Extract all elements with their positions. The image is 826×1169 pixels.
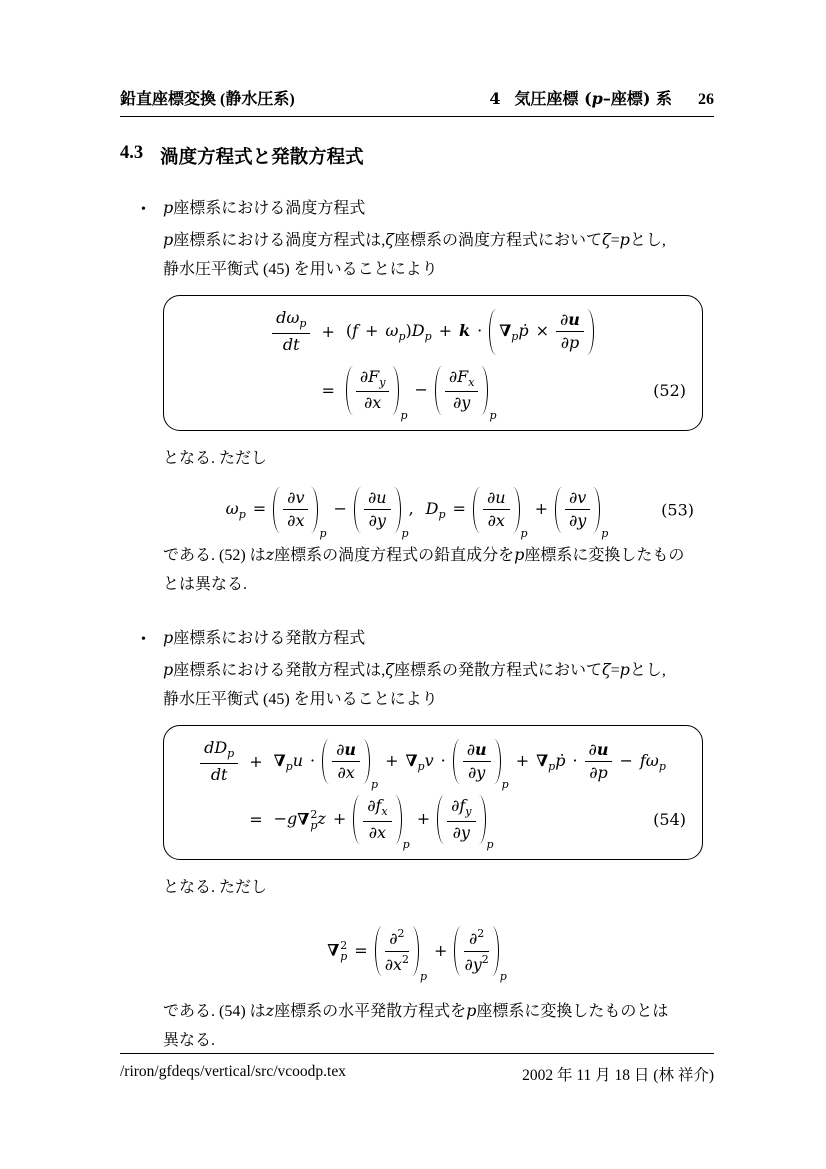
header-right (489, 86, 714, 109)
header-section-label: 4 気圧座標 (p–座標) 系 (489, 89, 672, 108)
page-number: 26 (698, 91, 714, 108)
equation-53-line (120, 487, 714, 540)
equation-52: $\frac{d\omega_p}{dt}$ + $(f + \omega_p)D_p + k$ · $\nabla_pṗ$ × $\frac{\partial u}{\partial p}$ = $\frac{\partial F_y}{\partial x}$ p − $\frac{\partial F_x}{\partial y}$ p (164, 309, 702, 415)
paragraph: となる. ただし (163, 449, 268, 467)
paragraph: である. (54) はz座標系の水平発散方程式をp座標系に変換したものとは 異なる. (163, 1001, 669, 1050)
equation-laplacian-line (120, 926, 714, 984)
equation-number-54: (54) (653, 810, 686, 830)
section-number: 4.3 (120, 143, 144, 163)
boxed-equation-54 (163, 725, 703, 861)
paragraph: p座標系における発散方程式は,ζ座標系の発散方程式においてζ=pとし, 静水圧平衡式 (45) を用いることにより (163, 659, 666, 708)
list-item-heading (141, 195, 714, 218)
page-header (120, 86, 714, 109)
item-label: p座標系における発散方程式 (163, 627, 366, 647)
bullet-icon: • (141, 631, 146, 647)
list-item-vorticity-equation (120, 195, 714, 599)
item-label: p座標系における渦度方程式 (163, 198, 366, 217)
footer-file-path: /riron/gfdeqs/vertical/src/vcoodp.tex (120, 1063, 346, 1080)
list-item-heading (141, 625, 714, 648)
section-title: 渦度方程式と発散方程式 (160, 148, 364, 168)
paragraph: である. (52) はz座標系の渦度方程式の鉛直成分をp座標系に変換したもの とは異なる. (163, 544, 685, 593)
page-body (120, 86, 714, 1055)
footer-date-author: 2002 年 11 月 18 日 (林 祥介) (522, 1067, 714, 1084)
equation-number-53: (53) (661, 500, 694, 520)
equation-53: $\omega_p$ = $\frac{\partial v}{\partial x}$ p − $\frac{\partial u}{\partial y}$ p , $D_p$ = $\frac{\partial u}{\partial x}$ p + $\frac{\partial v}{\partial y}$ p (225, 487, 609, 540)
page-footer (120, 1053, 714, 1085)
header-running-title: 鉛直座標変換 (静水圧系) (120, 91, 295, 108)
paragraph: となる. ただし (163, 879, 268, 897)
header-rule (120, 116, 714, 117)
equation-laplacian: ∇ 2 p = $\frac{\partial^2}{\partial x^2}$ p + $\frac{\partial^2}{\partial y^2}$ p (327, 927, 507, 984)
equation-number-52: (52) (653, 380, 686, 400)
paragraph: p座標系における渦度方程式は,ζ座標系の渦度方程式においてζ=pとし, 静水圧平衡式 (45) を用いることにより (163, 230, 666, 278)
equation-54: $\frac{dD_p}{dt}$ + $\nabla_pu$ · $\frac{\partial u}{\partial x}$ p + $\nabla_pv$ · $\frac{\partial u}{\partial y}$ p + $\nabla_pṗ$ · $\frac{\partial u}{\partial p}$ − $f\omega_p$ = −g∇ 2 p z + $\frac{\partial f_x}{\partial x}$ p + $\frac{\partial f_y}{\partial y}$ p (164, 739, 702, 845)
bullet-icon: • (141, 202, 146, 217)
list-item-divergence-equation (120, 625, 714, 1056)
section-heading (120, 143, 714, 169)
boxed-equation-52 (163, 295, 703, 431)
